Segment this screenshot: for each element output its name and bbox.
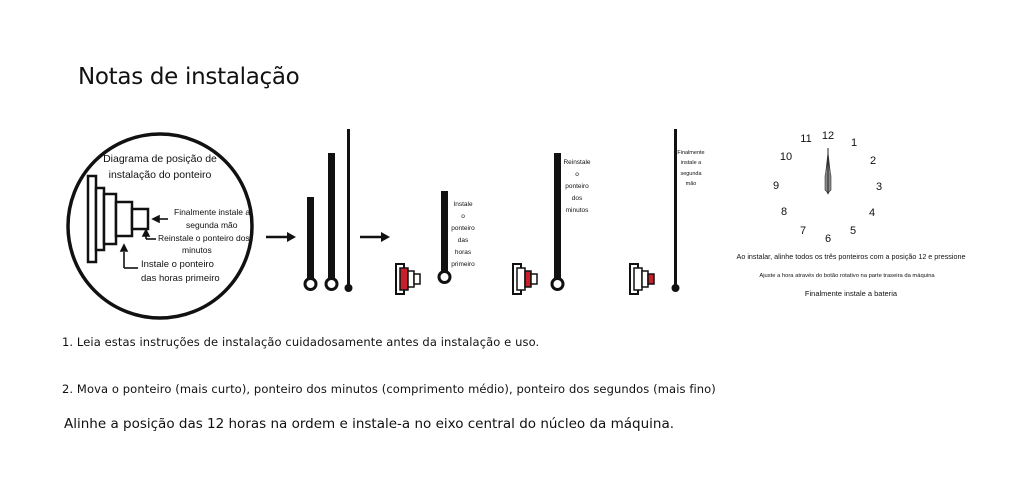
- clock-number-1: 1: [850, 137, 858, 149]
- step-hour-text-3: das: [457, 237, 469, 244]
- clock-hands: [825, 148, 831, 194]
- circle-title-line1: Diagrama de posição de: [103, 153, 217, 165]
- alignment-instruction: Alinhe a posição das 12 horas na ordem e instale-a no eixo central do núcleo da máquina.: [64, 416, 675, 432]
- arrow-right-icon: [360, 232, 390, 242]
- clock-note-3: Finalmente instale a bateria: [804, 289, 898, 298]
- label-hour-line2: das horas primeiro: [141, 273, 220, 284]
- clock-note-2: Ajuste a hora através do botão rotativo na parte traseira da máquina: [759, 273, 935, 279]
- clock-number-3: 3: [875, 181, 883, 193]
- clock-number-9: 9: [772, 180, 780, 192]
- hand-position-circle: [68, 134, 252, 318]
- step-minute-hand: [513, 153, 591, 294]
- step-second-hand: [630, 129, 705, 294]
- circle-title-line2: instalação do ponteiro: [108, 169, 212, 181]
- clock-number-5: 5: [849, 225, 857, 237]
- three-hands: [305, 129, 353, 292]
- step-hour-text-1: o: [461, 213, 465, 220]
- label-second-line1: Finalmente instale a: [174, 207, 251, 217]
- clock-number-4: 4: [868, 207, 876, 219]
- clock-number-2: 2: [869, 155, 877, 167]
- step-second-text-0: Finalmente: [677, 150, 705, 156]
- clock-face: [737, 130, 966, 298]
- label-second-line2: segunda mão: [186, 220, 238, 230]
- arrow-right-icon: [266, 232, 296, 242]
- instruction-step-2: 2. Mova o ponteiro (mais curto), ponteiro dos minutos (comprimento médio), ponteiro dos segundos (mais fino): [62, 382, 716, 396]
- label-minute-line2: minutos: [182, 245, 212, 255]
- clock-number-10: 10: [779, 151, 793, 163]
- step-minute-text-3: dos: [571, 195, 583, 202]
- step-hour-text-0: Instale: [453, 201, 473, 208]
- label-minute-line1: Reinstale o ponteiro dos: [158, 233, 250, 243]
- clock-number-12: 12: [821, 130, 835, 142]
- clock-number-8: 8: [780, 206, 788, 218]
- step-minute-text-2: ponteiro: [565, 183, 589, 190]
- clock-number-6: 6: [824, 233, 832, 245]
- clock-note-1: Ao instalar, alinhe todos os três ponteiros com a posição 12 e pressione: [736, 252, 966, 261]
- clock-number-7: 7: [799, 225, 807, 237]
- step-second-text-1: instale a: [680, 160, 702, 166]
- step-minute-text-4: minutos: [565, 207, 589, 214]
- step-hour-hand: [396, 191, 475, 294]
- step-hour-text-2: ponteiro: [451, 225, 475, 232]
- step-minute-text-0: Reinstale: [563, 159, 591, 166]
- step-hour-text-5: primeiro: [451, 261, 475, 268]
- step-minute-text-1: o: [575, 171, 579, 178]
- page-title: Notas de instalação: [78, 64, 300, 90]
- clock-number-11: 11: [800, 133, 812, 145]
- step-hour-text-4: horas: [454, 249, 472, 256]
- instruction-step-1: 1. Leia estas instruções de instalação cuidadosamente antes da instalação e uso.: [62, 335, 540, 349]
- step-second-text-2: segunda: [680, 171, 702, 177]
- hand-stack-shape: [88, 176, 148, 262]
- label-hour-line1: Instale o ponteiro: [141, 259, 214, 270]
- step-second-text-3: mão: [685, 181, 697, 187]
